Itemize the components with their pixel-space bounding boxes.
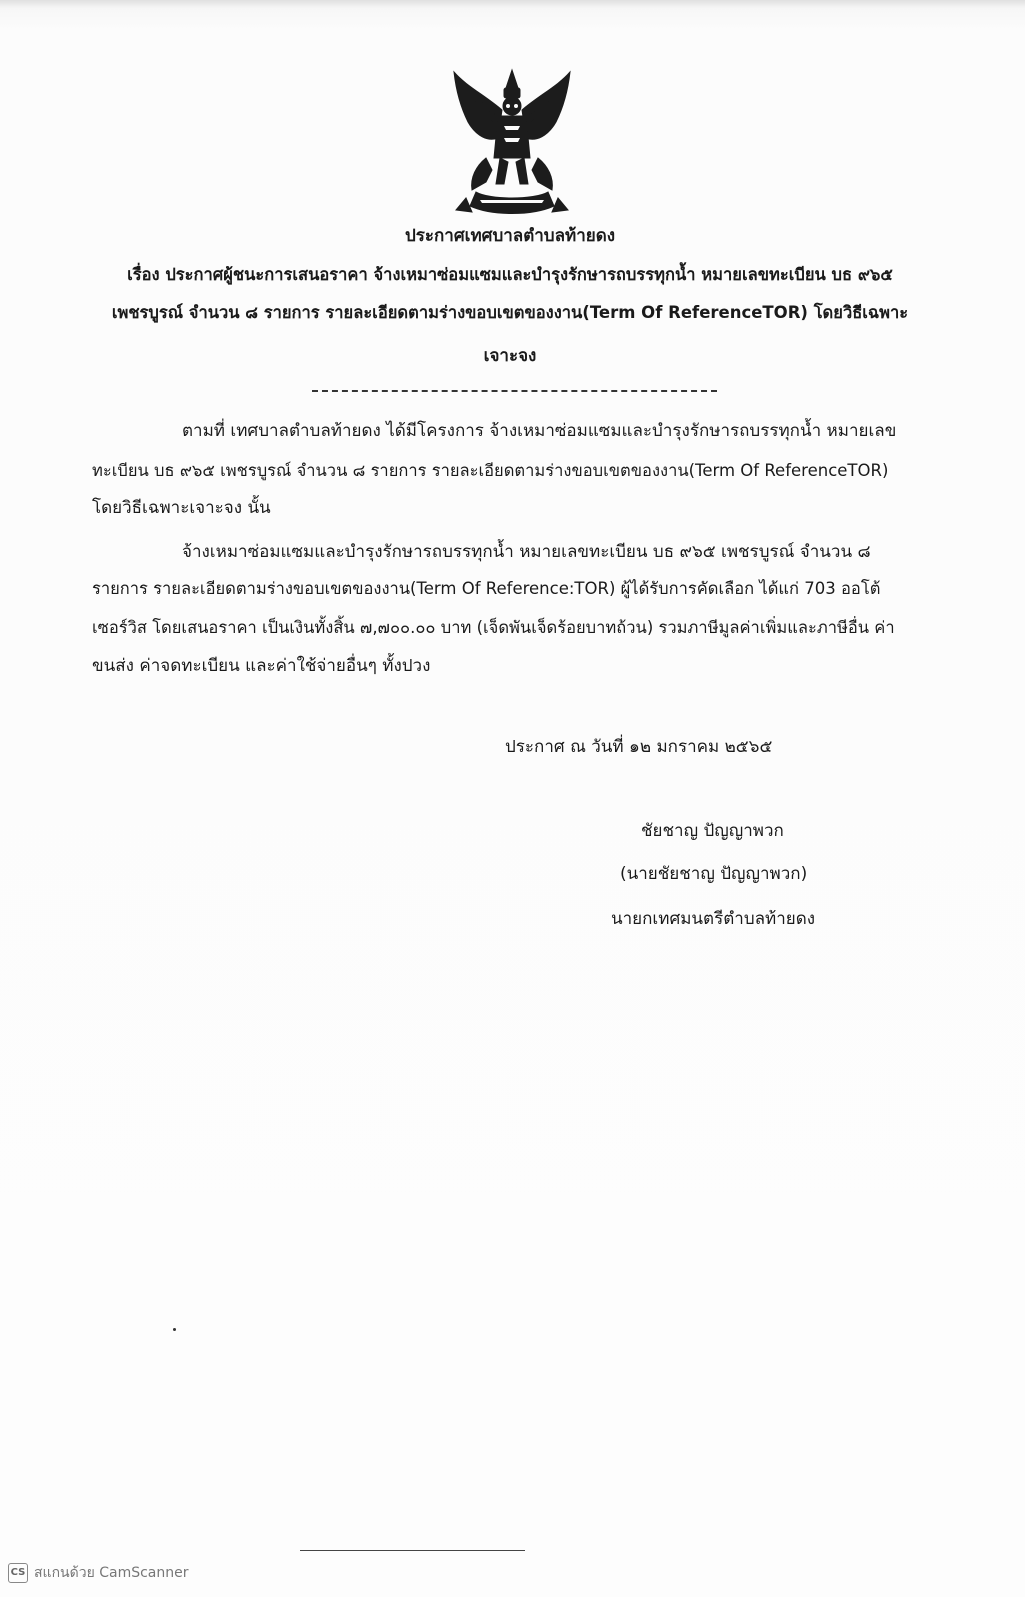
signer-name: (นายชัยชาญ ปัญญาพวก) <box>620 864 808 884</box>
subject-line-2: เพชรบูรณ์ จำนวน ๘ รายการ รายละเอียดตามร่างขอบเขตของงาน(Term Of ReferenceTOR) โดยวิธีเฉพาะ <box>111 303 909 322</box>
paragraph-1-line-3: โดยวิธีเฉพาะเจาะจง นั้น <box>92 498 271 518</box>
scanner-watermark <box>8 1562 189 1584</box>
title-divider <box>312 390 717 392</box>
garuda-emblem-icon <box>446 66 578 218</box>
paragraph-2-line-2: รายการ รายละเอียดตามร่างขอบเขตของงาน(Term Of Reference:TOR) ผู้ได้รับการคัดเลือก ได้แก่ 703 ออโต้ <box>92 579 881 598</box>
bottom-rule <box>300 1550 525 1551</box>
signature: ชัยชาญ ปัญญาพวก <box>641 821 784 841</box>
subject-line-1: เรื่อง ประกาศผู้ชนะการเสนอราคา จ้างเหมาซ่อมแซมและบำรุงรักษารถบรรทุกน้ำ หมายเลขทะเบียน บธ ๙๖๕ <box>127 265 893 284</box>
scan-speck <box>173 1328 176 1331</box>
announcement-title: ประกาศเทศบาลตำบลท้ายดง <box>404 226 616 246</box>
announcement-date: ประกาศ ณ วันที่ ๑๒ มกราคม ๒๕๖๕ <box>505 737 773 757</box>
paragraph-2-line-1: จ้างเหมาซ่อมแซมและบำรุงรักษารถบรรทุกน้ำ หมายเลขทะเบียน บธ ๙๖๕ เพชรบูรณ์ จำนวน ๘ <box>182 542 871 562</box>
scanner-label: สแกนด้วย CamScanner <box>34 1565 189 1581</box>
scan-edge-shadow <box>0 0 1025 8</box>
paragraph-1-line-2: ทะเบียน บธ ๙๖๕ เพชรบูรณ์ จำนวน ๘ รายการ รายละเอียดตามร่างขอบเขตของงาน(Term Of ReferenceTOR) <box>92 461 889 480</box>
camscanner-logo-icon: CS <box>8 1563 28 1583</box>
signer-position: นายกเทศมนตรีตำบลท้ายดง <box>611 909 816 929</box>
subject-line-3: เจาะจง <box>483 346 537 366</box>
paragraph-2-line-3: เซอร์วิส โดยเสนอราคา เป็นเงินทั้งสิ้น ๗,๗๐๐.๐๐ บาท (เจ็ดพันเจ็ดร้อยบาทถ้วน) รวมภาษีมูลค่าเพิ่มและภาษีอื่น ค่า <box>92 618 895 637</box>
paragraph-1-line-1: ตามที่ เทศบาลตำบลท้ายดง ได้มีโครงการ จ้างเหมาซ่อมแซมและบำรุงรักษารถบรรทุกน้ำ หมายเลข <box>182 421 897 441</box>
paragraph-2-line-4: ขนส่ง ค่าจดทะเบียน และค่าใช้จ่ายอื่นๆ ทั้งปวง <box>92 656 431 676</box>
